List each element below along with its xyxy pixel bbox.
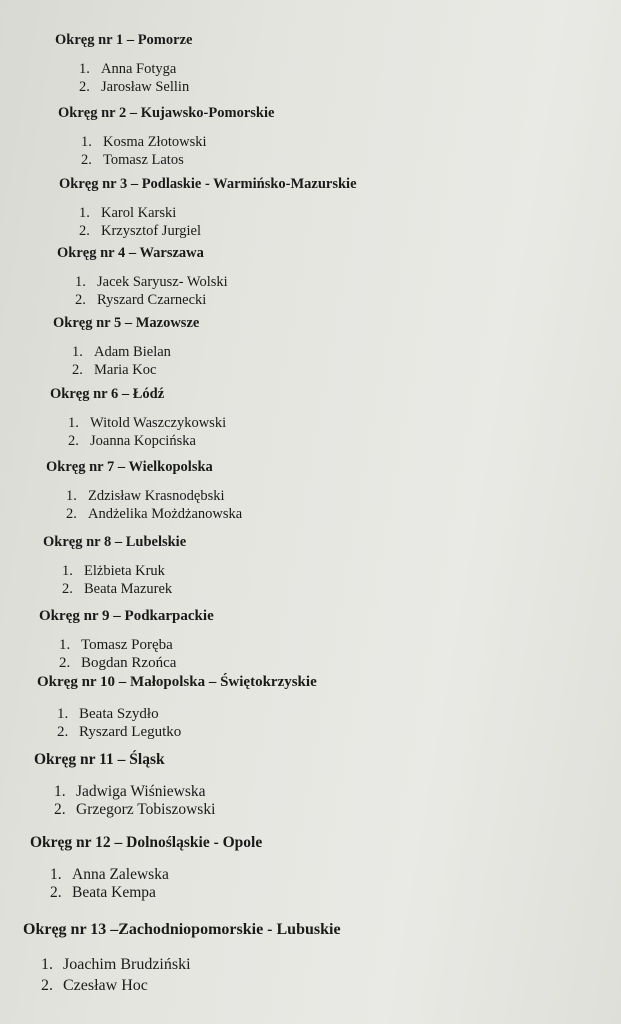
list-item — [62, 562, 186, 580]
item-number: 1. — [66, 488, 77, 504]
district-7 — [46, 458, 242, 523]
candidate-list — [79, 204, 357, 240]
district-heading: Okręg nr 11 – Śląsk — [34, 751, 165, 768]
item-number: 2. — [59, 655, 71, 671]
candidate-name: Jacek Saryusz- Wolski — [97, 274, 228, 290]
district-heading: Okręg nr 10 – Małopolska – Świętokrzyskie — [37, 674, 317, 690]
candidate-list — [62, 562, 186, 598]
district-5 — [53, 314, 199, 379]
item-number: 1. — [62, 563, 73, 579]
item-number: 1. — [79, 61, 90, 77]
item-number: 2. — [79, 223, 90, 239]
candidate-name: Maria Koc — [94, 362, 157, 378]
item-number: 2. — [41, 977, 53, 994]
candidate-name: Elżbieta Kruk — [84, 563, 165, 579]
list-item — [72, 343, 199, 361]
district-12 — [30, 834, 262, 902]
list-item — [41, 954, 341, 975]
list-item — [62, 580, 186, 598]
candidate-name: Bogdan Rzońca — [81, 655, 177, 671]
candidate-list — [57, 705, 317, 741]
item-number: 1. — [50, 866, 62, 883]
item-number: 1. — [75, 274, 86, 290]
candidate-list — [75, 273, 228, 309]
list-item — [75, 273, 228, 291]
candidate-name: Beata Szydło — [79, 706, 159, 722]
candidate-name: Anna Fotyga — [101, 61, 177, 77]
item-number: 2. — [75, 292, 86, 308]
candidate-name: Joanna Kopcińska — [90, 433, 196, 449]
candidate-name: Krzysztof Jurgiel — [101, 223, 201, 239]
list-item — [57, 723, 317, 741]
item-number: 1. — [54, 783, 66, 800]
item-number: 2. — [57, 724, 69, 740]
district-2 — [58, 104, 274, 169]
list-item — [72, 361, 199, 379]
list-item — [79, 222, 357, 240]
candidate-name: Grzegorz Tobiszowski — [76, 801, 216, 818]
candidate-name: Beata Kempa — [72, 884, 156, 901]
district-13 — [23, 919, 341, 996]
item-number: 1. — [81, 134, 92, 150]
item-number: 1. — [68, 415, 79, 431]
item-number: 2. — [54, 801, 66, 818]
district-8 — [43, 533, 186, 598]
list-item — [68, 414, 226, 432]
candidate-name: Tomasz Poręba — [81, 637, 173, 653]
district-heading: Okręg nr 1 – Pomorze — [55, 32, 193, 48]
candidate-list — [50, 866, 262, 902]
district-3 — [59, 175, 357, 240]
district-heading: Okręg nr 5 – Mazowsze — [53, 315, 200, 331]
candidate-list — [54, 783, 215, 819]
district-1 — [55, 31, 192, 96]
item-number: 2. — [72, 362, 83, 378]
candidate-name: Kosma Złotowski — [103, 134, 207, 150]
district-heading: Okręg nr 13 –Zachodniopomorskie - Lubuskie — [23, 921, 341, 938]
list-item — [79, 204, 357, 222]
candidate-name: Witold Waszczykowski — [90, 415, 227, 431]
district-11 — [34, 751, 215, 819]
district-6 — [50, 385, 226, 450]
candidate-name: Jadwiga Wiśniewska — [76, 783, 206, 800]
candidate-name: Jarosław Sellin — [101, 79, 190, 95]
district-heading: Okręg nr 7 – Wielkopolska — [46, 459, 213, 475]
item-number: 1. — [59, 637, 71, 653]
list-item — [41, 975, 341, 996]
candidate-list — [41, 954, 341, 996]
item-number: 2. — [79, 79, 90, 95]
candidate-list — [59, 636, 214, 672]
item-number: 2. — [66, 506, 77, 522]
item-number: 1. — [57, 706, 69, 722]
list-item — [66, 505, 242, 523]
district-9 — [39, 607, 214, 672]
district-heading: Okręg nr 12 – Dolnośląskie - Opole — [30, 834, 263, 851]
list-item — [79, 78, 192, 96]
candidate-name: Adam Bielan — [94, 344, 171, 360]
candidate-name: Ryszard Czarnecki — [97, 292, 207, 308]
candidate-name: Czesław Hoc — [63, 977, 148, 994]
item-number: 2. — [62, 581, 73, 597]
list-item — [81, 151, 274, 169]
district-heading: Okręg nr 4 – Warszawa — [57, 245, 204, 261]
candidate-name: Ryszard Legutko — [79, 724, 182, 740]
list-item — [81, 133, 274, 151]
candidate-name: Beata Mazurek — [84, 581, 173, 597]
candidate-name: Zdzisław Krasnodębski — [88, 488, 225, 504]
candidate-list — [66, 487, 242, 523]
list-item — [68, 432, 226, 450]
list-item — [50, 866, 262, 884]
district-4 — [57, 244, 228, 309]
item-number: 1. — [79, 205, 90, 221]
list-item — [79, 60, 192, 78]
district-10 — [37, 673, 317, 741]
list-item — [57, 705, 317, 723]
district-heading: Okręg nr 6 – Łódź — [50, 386, 165, 402]
district-heading: Okręg nr 8 – Lubelskie — [43, 534, 187, 550]
list-item — [59, 636, 214, 654]
list-item — [54, 783, 215, 801]
candidate-list — [72, 343, 199, 379]
list-item — [54, 801, 215, 819]
item-number: 2. — [50, 884, 62, 901]
candidate-name: Joachim Brudziński — [63, 956, 191, 973]
candidate-list — [79, 60, 192, 96]
list-item — [75, 291, 228, 309]
district-heading: Okręg nr 3 – Podlaskie - Warmińsko-Mazurskie — [59, 176, 357, 192]
candidate-list — [68, 414, 226, 450]
item-number: 2. — [68, 433, 79, 449]
candidate-name: Tomasz Latos — [103, 152, 184, 168]
candidate-name: Andżelika Możdżanowska — [88, 506, 243, 522]
district-heading: Okręg nr 2 – Kujawsko-Pomorskie — [58, 105, 275, 121]
list-item — [59, 654, 214, 672]
candidate-list — [81, 133, 274, 169]
item-number: 2. — [81, 152, 92, 168]
list-item — [66, 487, 242, 505]
list-item — [50, 884, 262, 902]
district-heading: Okręg nr 9 – Podkarpackie — [39, 608, 214, 624]
item-number: 1. — [72, 344, 83, 360]
candidate-name: Karol Karski — [101, 205, 177, 221]
candidate-name: Anna Zalewska — [72, 866, 169, 883]
item-number: 1. — [41, 956, 53, 973]
